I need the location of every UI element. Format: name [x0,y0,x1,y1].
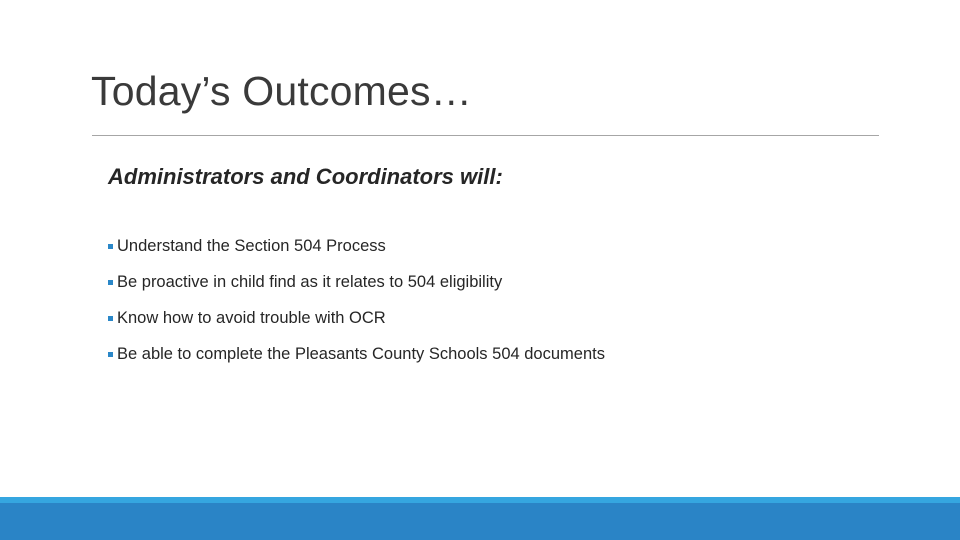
square-bullet-icon [108,244,113,249]
bullet-text: Be able to complete the Pleasants County Schools 504 documents [117,344,605,363]
square-bullet-icon [108,352,113,357]
list-item [108,264,605,300]
bullet-text: Be proactive in child find as it relates to 504 eligibility [117,272,503,291]
title-divider [92,135,879,136]
slide-title: Today’s Outcomes… [91,68,472,114]
bullet-text: Know how to avoid trouble with OCR [117,308,386,327]
list-item [108,336,605,372]
bullet-text: Understand the Section 504 Process [117,236,386,255]
slide-subheading: Administrators and Coordinators will: [108,164,503,189]
list-item [108,300,605,336]
footer-bar [0,503,960,540]
square-bullet-icon [108,280,113,285]
square-bullet-icon [108,316,113,321]
list-item [108,228,605,264]
bullet-list [108,228,605,372]
